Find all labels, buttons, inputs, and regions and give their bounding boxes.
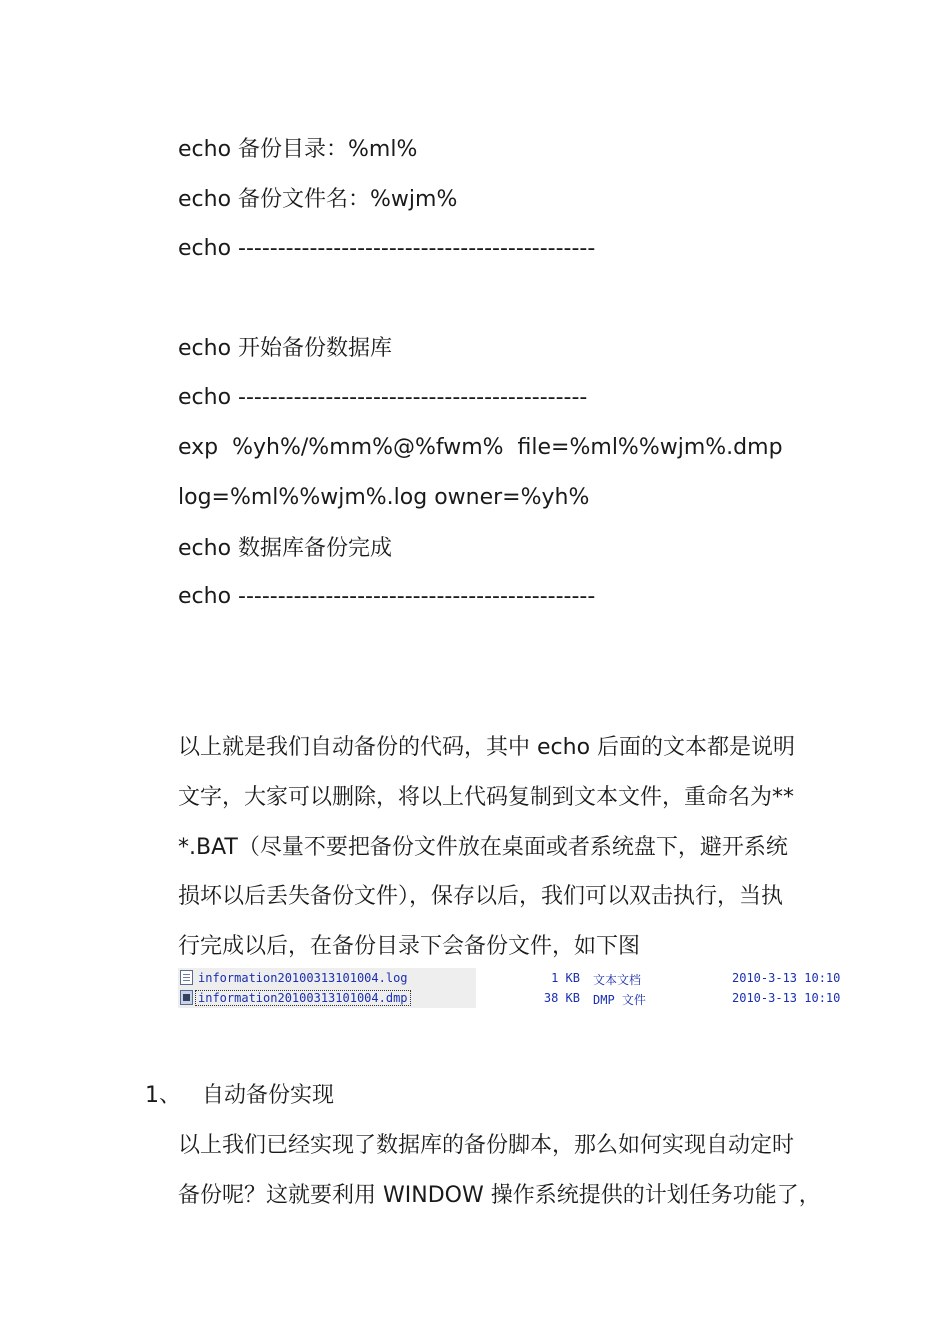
section-number: 1、 (145, 1083, 181, 1108)
section-title: 自动备份实现 (202, 1083, 335, 1108)
paragraph1-line-4: 损坏以后丢失备份文件），保存以后，我们可以双击执行，当执 (178, 884, 784, 909)
paragraph1-line-1: 以上就是我们自动备份的代码，其中 echo 后面的文本都是说明 (178, 735, 796, 760)
file-type: 文本文档 (593, 973, 642, 987)
code-line-2: echo 备份文件名：%wjm% (178, 187, 458, 212)
code-line-5: echo -------------------------------------------- (178, 385, 588, 410)
paragraph1-line-2: 文字，大家可以删除，将以上代码复制到文本文件，重命名为** (178, 785, 795, 810)
file-date: 2010-3-13 10:10 (732, 991, 841, 1005)
text-file-icon (180, 970, 193, 985)
file-row[interactable] (178, 968, 858, 988)
paragraph2-line-2: 备份呢？这就要利用 WINDOW 操作系统提供的计划任务功能了， (178, 1183, 821, 1208)
file-date: 2010-3-13 10:10 (732, 971, 841, 985)
paragraph1-line-3: *.BAT（尽量不要把备份文件放在桌面或者系统盘下，避开系统 (178, 835, 788, 860)
file-name[interactable]: information20100313101004.dmp (198, 991, 408, 1005)
file-type: DMP 文件 (593, 993, 646, 1007)
code-line-3: echo --------------------------------------------- (178, 236, 596, 261)
code-line-7: log=%ml%%wjm%.log owner=%yh% (178, 485, 590, 510)
code-line-1: echo 备份目录：%ml% (178, 137, 418, 162)
paragraph2-line-1: 以上我们已经实现了数据库的备份脚本，那么如何实现自动定时 (178, 1133, 795, 1158)
code-line-6: exp %yh%/%mm%@%fwm% file=%ml%%wjm%.dmp (178, 435, 783, 460)
file-size: 1 KB (551, 971, 580, 985)
paragraph1-line-5: 行完成以后，在备份目录下会备份文件，如下图 (178, 934, 641, 959)
file-list (178, 967, 858, 1011)
code-line-9: echo --------------------------------------------- (178, 584, 596, 609)
file-row[interactable] (178, 988, 858, 1008)
code-line-8: echo 数据库备份完成 (178, 536, 393, 561)
file-name[interactable]: information20100313101004.log (198, 971, 408, 985)
dmp-file-icon (180, 990, 193, 1005)
file-size: 38 KB (543, 991, 580, 1005)
code-line-4: echo 开始备份数据库 (178, 336, 393, 361)
